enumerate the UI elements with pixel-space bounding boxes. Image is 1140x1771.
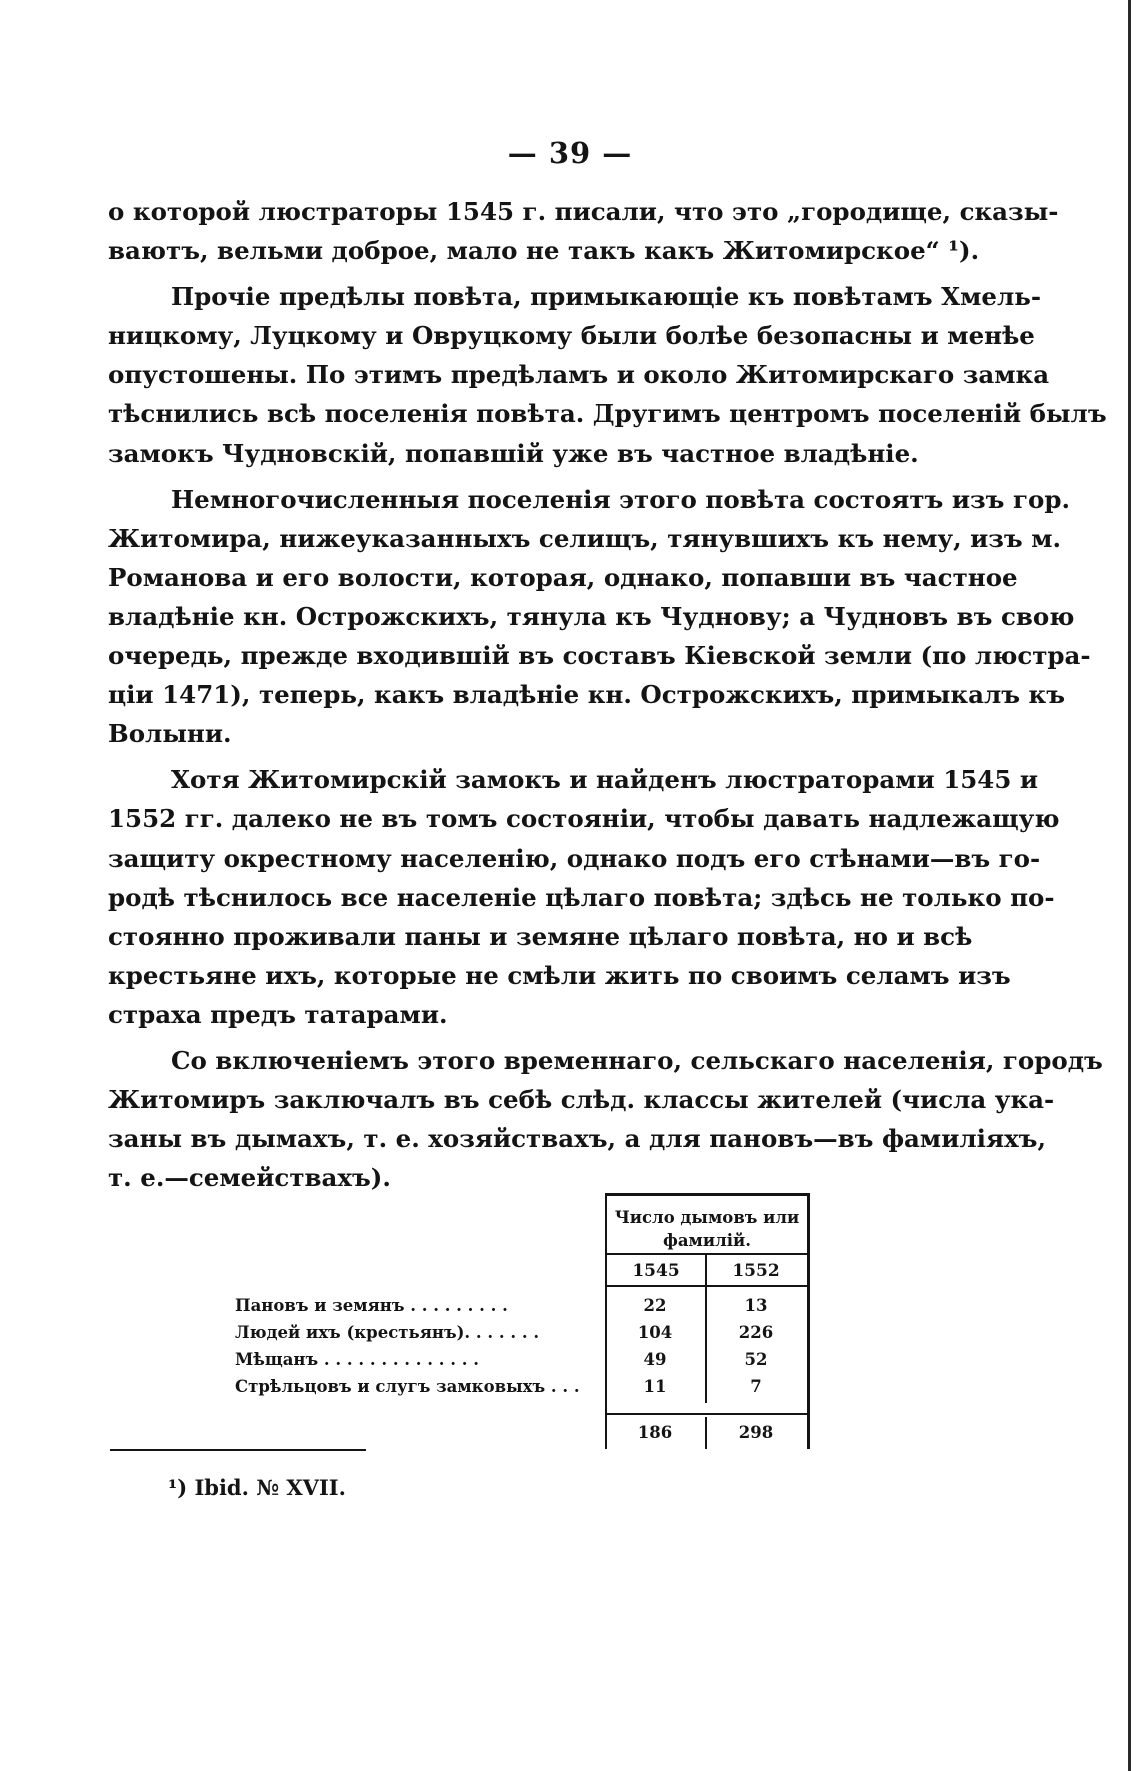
text-line: замокъ Чудновскій, попавшій уже въ частное владѣніе. — [108, 438, 919, 468]
text-line: 1552 гг. далеко не въ томъ состояніи, чтобы давать надлежащую — [108, 804, 1060, 834]
table-row — [235, 1377, 810, 1404]
value-1545: 22 — [643, 1296, 667, 1315]
paragraph-gap — [108, 753, 940, 760]
text-line: стоянно проживали паны и земяне цѣлаго повѣта, но и всѣ — [108, 921, 973, 951]
text-line: крестьяне ихъ, которые не смѣли жить по своимъ селамъ изъ — [108, 960, 1011, 990]
row-label: Людей ихъ (крестьянъ). . . . . . . — [235, 1323, 540, 1342]
total-1552: 298 — [738, 1423, 774, 1442]
total-1545: 186 — [637, 1423, 673, 1442]
value-1545: 11 — [643, 1377, 667, 1396]
year-1552: 1552 — [732, 1261, 780, 1281]
text-line: владѣніе кн. Острожскихъ, тянула къ Чуднову; а Чудновъ въ свою — [108, 601, 1075, 631]
value-1552: 52 — [744, 1350, 768, 1369]
footnote: ¹) Ibid. № XVII. — [168, 1475, 346, 1500]
value-1552: 7 — [750, 1377, 762, 1396]
table-row — [235, 1350, 810, 1377]
table-row — [235, 1323, 810, 1350]
text-line: опустошены. По этимъ предѣламъ и около Житомирскаго замка — [108, 360, 1050, 390]
row-label: Пановъ и земянъ . . . . . . . . . — [235, 1296, 508, 1315]
year-1545: 1545 — [632, 1261, 680, 1281]
text-line: Житомиръ заключалъ въ себѣ слѣд. классы жителей (числа ука- — [108, 1085, 1055, 1115]
text-line: Немногочисленныя поселенія этого повѣта состоятъ изъ гор. — [171, 484, 1070, 514]
text-line: ціи 1471), теперь, какъ владѣніе кн. Острожскихъ, примыкалъ къ — [108, 680, 1066, 710]
page-edge — [1128, 0, 1131, 1771]
text-line: заны въ дымахъ, т. е. хозяйствахъ, а для пановъ—въ фамиліяхъ, — [108, 1124, 1046, 1154]
text-line: ницкому, Луцкому и Овруцкому были болѣе безопасны и менѣе — [108, 321, 1035, 351]
text-line: ваютъ, вельми доброе, мало не такъ какъ Житомирское“ ¹). — [108, 236, 980, 266]
value-1552: 13 — [744, 1296, 768, 1315]
value-1552: 226 — [738, 1323, 774, 1342]
value-1545: 104 — [637, 1323, 673, 1342]
header-rule — [607, 1253, 807, 1255]
total-rule — [607, 1413, 807, 1415]
text-line: очередь, прежде входившій въ составъ Кіевской земли (по люстра- — [108, 641, 1091, 671]
population-table — [235, 1193, 810, 1447]
text-line: родѣ тѣснилось все населеніе цѣлаго повѣта; здѣсь не только по- — [108, 882, 1055, 912]
table-header-box — [605, 1193, 810, 1288]
row-label: Стрѣльцовъ и слугъ замковыхъ . . . — [235, 1377, 580, 1396]
paragraph-gap — [108, 270, 940, 277]
text-line: Со включеніемъ этого временнаго, сельскаго населенія, городъ — [171, 1045, 1103, 1075]
text-line: Волыни. — [108, 719, 232, 749]
text-line: Хотя Житомирскій замокъ и найденъ люстраторами 1545 и — [171, 765, 1039, 795]
text-line: страха предъ татарами. — [108, 999, 448, 1029]
text-line: Житомира, нижеуказанныхъ селищъ, тянувшихъ къ нему, изъ м. — [108, 523, 1062, 553]
text-line: Романова и его волости, которая, однако, попавши въ частное — [108, 562, 1018, 592]
text-line: Прочіе предѣлы повѣта, примыкающіе къ повѣтамъ Хмель- — [171, 282, 1042, 312]
page-number: — 39 — — [507, 136, 633, 170]
row-label: Мѣщанъ . . . . . . . . . . . . . . — [235, 1350, 479, 1369]
body-text — [108, 192, 1107, 1197]
text-line: тѣснились всѣ поселенія повѣта. Другимъ центромъ поселеній былъ — [108, 399, 1107, 429]
paragraph-gap — [108, 473, 940, 480]
paragraph-gap — [108, 1034, 940, 1041]
text-line: о которой люстраторы 1545 г. писали, что это „городище, сказы- — [108, 197, 1059, 226]
text-line: защиту окрестному населенію, однако подъ его стѣнами—въ го- — [108, 843, 1041, 873]
value-1545: 49 — [643, 1350, 667, 1369]
table-row — [235, 1296, 810, 1323]
text-line: т. е.—семействахъ). — [108, 1163, 391, 1193]
table-header: Число дымовъ или фамилій. — [614, 1208, 800, 1250]
footnote-rule — [110, 1449, 366, 1451]
